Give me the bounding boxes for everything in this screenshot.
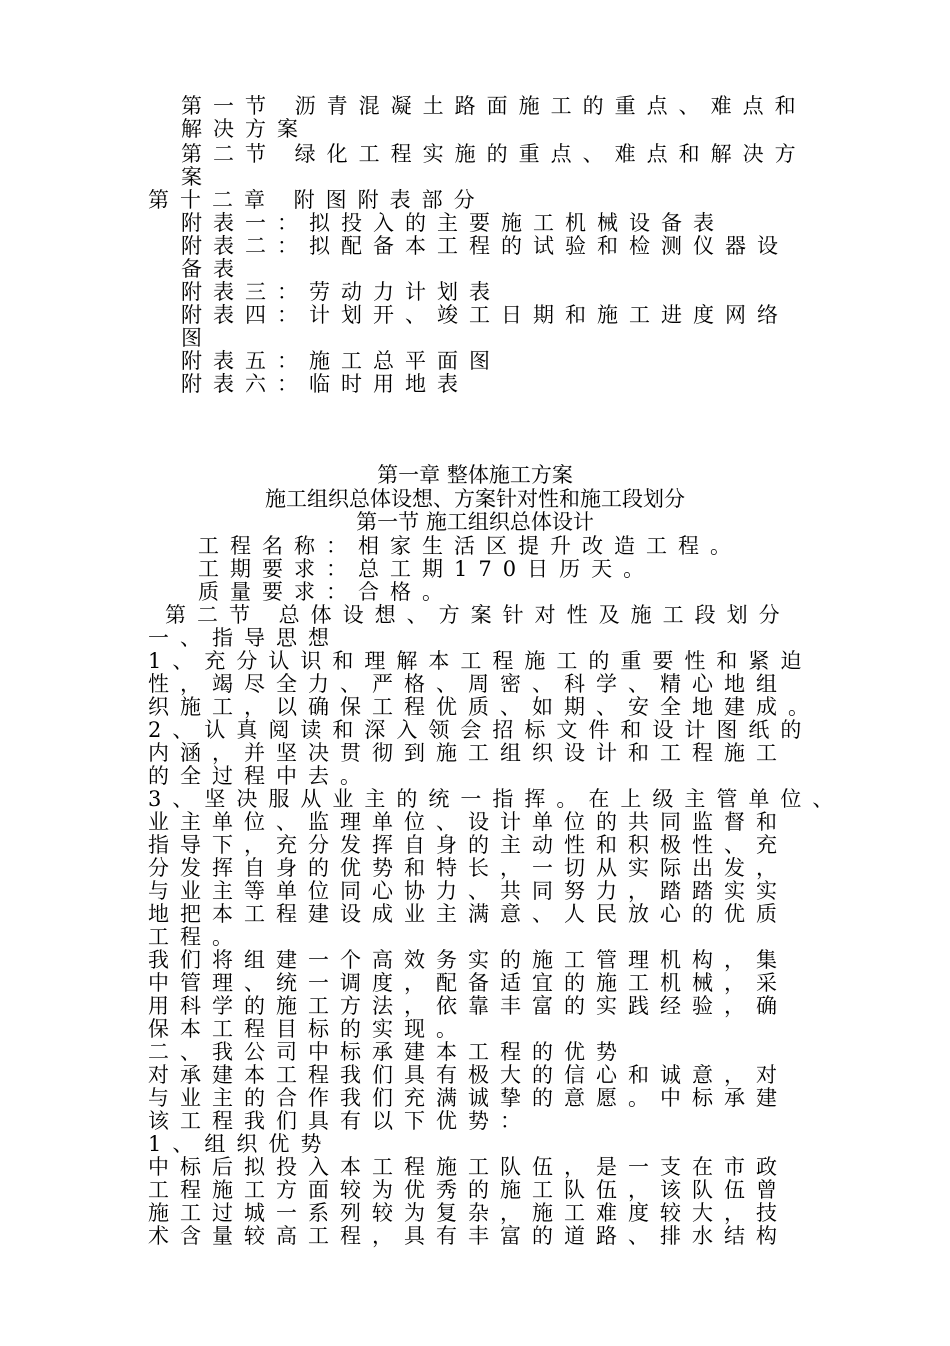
project-name: 工程名称：相家生活区提升改造工程。 <box>198 534 742 558</box>
body-line: 地把本工程建设成业主满意、人民放心的优质 <box>148 902 788 926</box>
body-line: 与业主等单位同心协力、共同努力，踏踏实实 <box>148 879 788 903</box>
toc-line: 第二节 绿化工程实施的重点、难点和解决方 <box>181 142 807 166</box>
chapter-title: 第一章 整体施工方案 <box>377 463 573 487</box>
body-line: 分发挥自身的优势和特长，一切从实际出发， <box>148 856 788 880</box>
toc-line: 附表五：施工总平面图 <box>181 349 501 373</box>
toc-line: 附表二：拟配备本工程的试验和检测仪器设 <box>181 234 789 258</box>
body-line: 一、指导思想 <box>148 626 340 650</box>
body-line: 施工过城一系列较为复杂，施工难度较大，技 <box>148 1201 788 1225</box>
toc-line: 解决方案 <box>181 117 309 141</box>
subsection-title: 第一节 施工组织总体设计 <box>356 510 594 534</box>
body-line: 我们将组建一个高效务实的施工管理机构，集 <box>148 948 788 972</box>
body-line: 用科学的施工方法，依靠丰富的实践经验，确 <box>148 994 788 1018</box>
body-line: 业主单位、监理单位、设计单位的共同监督和 <box>148 810 788 834</box>
section-heading: 施工组织总体设想、方案针对性和施工段划分 <box>265 487 685 511</box>
toc-line: 附表三：劳动力计划表 <box>181 280 501 304</box>
section2-title: 第二节 总体设想、方案针对性及施工段划分 <box>165 603 791 627</box>
body-line: 二、我公司中标承建本工程的优势 <box>148 1040 628 1064</box>
toc-line: 备表 <box>181 257 245 281</box>
toc-line: 第一节 沥青混凝土路面施工的重点、难点和 <box>181 94 807 118</box>
body-line: 1、充分认识和理解本工程施工的重要性和紧迫 <box>148 649 813 673</box>
body-line: 织施工，以确保工程优质、如期、安全地建成。 <box>148 695 820 719</box>
body-line: 的全过程中去。 <box>148 764 372 788</box>
toc-line: 附表一：拟投入的主要施工机械设备表 <box>181 211 725 235</box>
body-line: 中管理、统一调度，配备适宜的施工机械，采 <box>148 971 788 995</box>
body-line: 指导下，充分发挥自身的主动性和积极性、充 <box>148 833 788 857</box>
project-quality: 质量要求：合格。 <box>198 580 454 604</box>
body-line: 3、坚决服从业主的统一指挥。在上级主管单位、 <box>148 787 845 811</box>
body-line: 与业主的合作我们充满诚挚的意愿。中标承建 <box>148 1086 788 1110</box>
toc-line: 附表六：临时用地表 <box>181 372 469 396</box>
toc-line: 案 <box>181 165 213 189</box>
body-line: 中标后拟投入本工程施工队伍，是一支在市政 <box>148 1155 788 1179</box>
toc-line: 附表四：计划开、竣工日期和施工进度网络 <box>181 303 789 327</box>
body-line: 术含量较高工程，具有丰富的道路、排水结构 <box>148 1224 788 1248</box>
body-line: 2、认真阅读和深入领会招标文件和设计图纸的 <box>148 718 813 742</box>
body-line: 该工程我们具有以下优势： <box>148 1109 532 1133</box>
body-line: 性，竭尽全力、严格、周密、科学、精心地组 <box>148 672 788 696</box>
toc-line: 图 <box>181 326 213 350</box>
body-line: 工程。 <box>148 925 244 949</box>
project-duration: 工期要求：总工期170日历天。 <box>198 557 656 581</box>
body-line: 保本工程目标的实现。 <box>148 1017 468 1041</box>
body-line: 工程施工方面较为优秀的施工队伍，该队伍曾 <box>148 1178 788 1202</box>
body-line: 1、组织优势 <box>148 1132 333 1156</box>
body-line: 对承建本工程我们具有极大的信心和诚意，对 <box>148 1063 788 1087</box>
toc-chapter-line: 第十二章 附图附表部分 <box>148 188 486 212</box>
body-line: 内涵，并坚决贯彻到施工组织设计和工程施工 <box>148 741 788 765</box>
